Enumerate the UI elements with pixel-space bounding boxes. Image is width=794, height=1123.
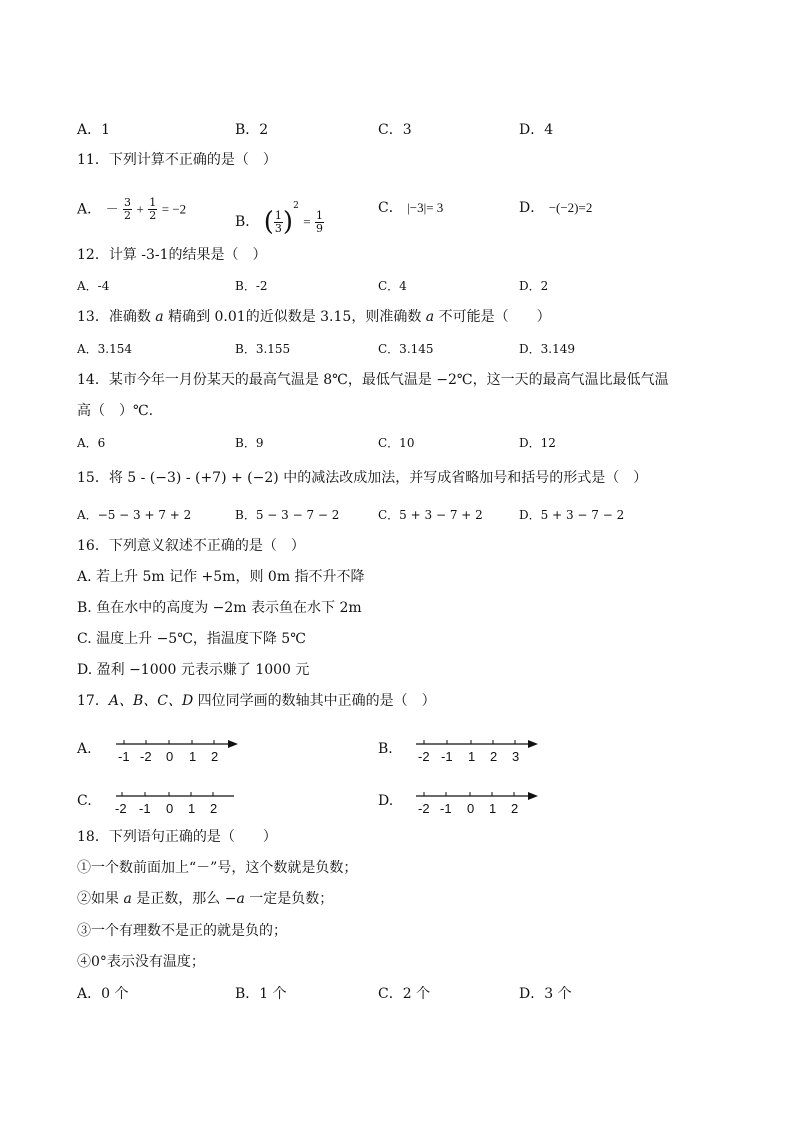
q10-option-c: C．3 <box>378 122 412 138</box>
denominator: 2 <box>149 209 157 222</box>
q18-statement-4: ④0°表示没有温度； <box>77 954 205 970</box>
q12-option-b: B．-2 <box>235 279 268 293</box>
number-line-c <box>112 786 242 818</box>
q15-option-b: B．5 − 3 − 7 − 2 <box>235 508 340 522</box>
option-label: B． <box>235 214 260 230</box>
q13-option-d: D．3.149 <box>519 342 575 356</box>
q18-statement-2 <box>77 890 333 908</box>
variable-a: a <box>123 891 132 907</box>
denominator: 2 <box>124 209 132 222</box>
numerator: 1 <box>316 208 324 222</box>
q18-option-c: C．2 个 <box>378 986 431 1002</box>
tick-label: 2 <box>211 749 219 764</box>
tick-label: -1 <box>118 749 130 764</box>
q15-option-c: C．5 + 3 − 7 + 2 <box>378 508 483 522</box>
tick-label: 0 <box>166 749 174 764</box>
variable-a: a <box>425 309 435 325</box>
q10-option-d: D．4 <box>519 122 554 138</box>
fraction <box>315 210 324 235</box>
left-paren: ( <box>263 207 274 237</box>
stem-part: 不可能是（ ） <box>434 309 551 325</box>
q18-stem: 18．下列语句正确的是（ ） <box>77 829 277 845</box>
tick-label: 2 <box>511 801 519 816</box>
q11-stem: 11．下列计算不正确的是（ ） <box>77 152 277 168</box>
q13-stem <box>77 308 551 326</box>
q10-option-a: A．1 <box>77 122 111 138</box>
q15-option-d: D．5 + 3 − 7 − 2 <box>519 508 625 522</box>
q17-label-c: C. <box>77 793 92 809</box>
q11-option-d <box>519 199 592 217</box>
tick-label: 2 <box>490 749 498 764</box>
option-label: A． <box>77 201 102 218</box>
q16-option-a: A. 若上升 5m 记作 +5m，则 0m 指不升不降 <box>77 569 365 585</box>
variable-a: a <box>236 891 245 907</box>
fraction <box>148 197 157 222</box>
stem-part: ②如果 <box>77 891 124 907</box>
stem-part: 精确到 0.01的近似数是 3.15，则准确数 <box>163 309 426 325</box>
q14-option-a: A．6 <box>77 436 106 450</box>
q14-stem-line1: 14．某市今年一月份某天的最高气温是 8℃，最低气温是 −2℃，这一天的最高气温比最低气温 <box>77 372 669 388</box>
tick-label: 1 <box>489 801 497 816</box>
q18-statement-3: ③一个有理数不是正的就是负的； <box>77 923 287 939</box>
q15-stem: 15．将 5 - (−3) - (+7) + (−2) 中的减法改成加法，并写成省略加号和括号的形式是（ ） <box>77 470 648 486</box>
q18-option-b: B．1 个 <box>235 986 287 1002</box>
tick-label: -1 <box>441 749 453 764</box>
number-line-a <box>112 734 242 766</box>
q12-option-a: A．-4 <box>77 279 110 293</box>
right-paren: ) <box>282 207 294 237</box>
q11-option-b <box>235 197 324 235</box>
equals-result: = −2 <box>161 201 187 217</box>
q11-option-a <box>77 197 186 222</box>
q11-option-c <box>378 199 443 217</box>
tick-label: 0 <box>166 801 174 816</box>
equals-sign: = <box>303 214 311 229</box>
q13-option-b: B．3.155 <box>235 342 291 356</box>
denominator: 9 <box>316 221 324 235</box>
tick-label: -2 <box>418 749 430 764</box>
q14-option-d: D．12 <box>519 436 556 450</box>
option-label: C． <box>378 200 403 216</box>
exponent: 2 <box>293 201 299 211</box>
q17-label-d: D. <box>378 793 394 809</box>
q18-option-a: A．0 个 <box>77 986 129 1002</box>
q12-option-c: C．4 <box>378 279 407 293</box>
tick-label: 3 <box>512 749 520 764</box>
tick-label: 0 <box>467 801 475 816</box>
minus-sign: － <box>105 201 119 217</box>
q15-option-a: A．−5 − 3 + 7 + 2 <box>77 508 192 522</box>
q16-stem: 16．下列意义叙述不正确的是（ ） <box>77 538 305 554</box>
denominator: 3 <box>274 221 282 235</box>
q17-stem <box>77 692 436 710</box>
q16-option-b: B. 鱼在水中的高度为 −2m 表示鱼在水下 2m <box>77 600 362 616</box>
q12-stem: 12．计算 -3-1的结果是（ ） <box>77 247 267 263</box>
number-line-b <box>412 734 542 766</box>
abs-expression: |−3|= 3 <box>407 200 444 215</box>
plus-sign: + <box>136 201 144 217</box>
numerator: 1 <box>274 208 282 222</box>
q13-option-c: C．3.145 <box>378 342 434 356</box>
number-line-d <box>412 786 542 818</box>
q18-statement-1: ①一个数前面加上“－”号，这个数就是负数； <box>77 860 358 876</box>
numerator: 3 <box>124 196 132 209</box>
stem-part: 是正数，那么 − <box>131 891 237 907</box>
tick-label: -1 <box>440 801 452 816</box>
q14-option-b: B．9 <box>235 436 264 450</box>
variable-a: a <box>155 309 164 325</box>
tick-label: -2 <box>115 801 127 816</box>
stem-part: 17． <box>77 693 109 709</box>
q14-option-c: C．10 <box>378 436 415 450</box>
q14-stem-line2: 高（ ）℃. <box>77 403 154 419</box>
q18-option-d: D．3 个 <box>519 986 572 1002</box>
tick-label: 2 <box>210 801 218 816</box>
tick-label: -2 <box>418 801 430 816</box>
q17-label-a: A. <box>77 741 92 757</box>
q13-option-a: A．3.154 <box>77 342 133 356</box>
q10-option-b: B．2 <box>235 122 269 138</box>
numerator: 1 <box>149 196 157 209</box>
tick-label: 1 <box>189 749 197 764</box>
q12-option-d: D．2 <box>519 279 549 293</box>
tick-label: 1 <box>188 801 196 816</box>
student-names: A、B、C、D <box>108 693 194 709</box>
tick-label: -2 <box>140 749 152 764</box>
tick-label: -1 <box>139 801 151 816</box>
stem-part: 13．准确数 <box>77 309 156 325</box>
option-label: D． <box>519 200 545 216</box>
fraction <box>274 210 283 235</box>
tick-label: 1 <box>468 749 476 764</box>
stem-part: 一定是负数； <box>244 891 334 907</box>
neg-expression: −(−2)=2 <box>548 200 593 215</box>
q17-label-b: B. <box>378 741 393 757</box>
q16-option-c: C. 温度上升 −5℃，指温度下降 5℃ <box>77 631 306 647</box>
stem-part: 四位同学画的数轴其中正确的是（ ） <box>193 693 436 709</box>
q16-option-d: D. 盈利 −1000 元表示赚了 1000 元 <box>77 662 310 678</box>
fraction <box>123 197 132 222</box>
